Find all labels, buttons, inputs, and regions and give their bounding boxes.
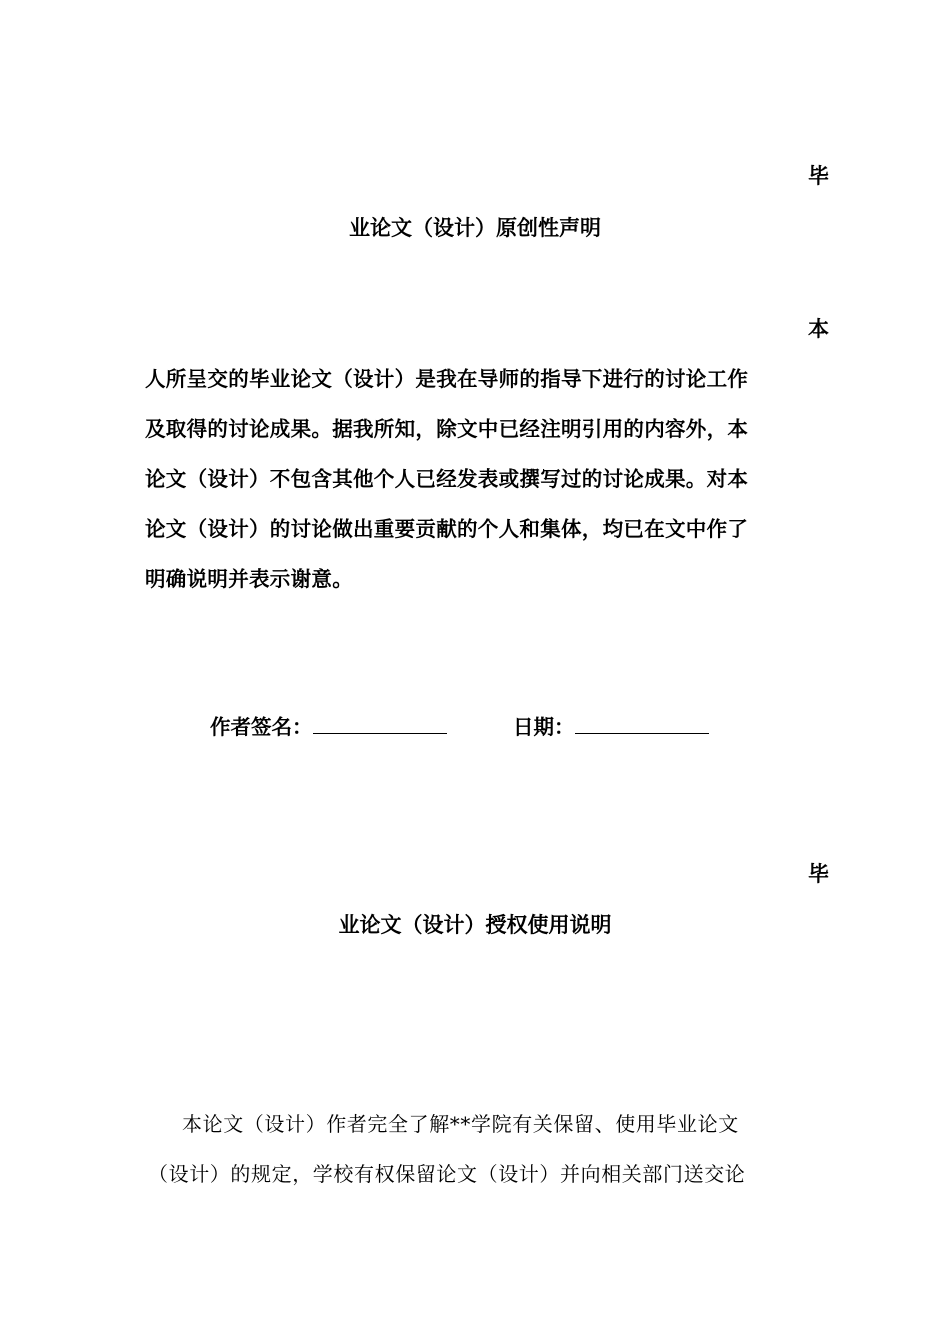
section1-paragraph-line: 人所呈交的毕业论文（设计）是我在导师的指导下进行的讨论工作 [145,367,749,391]
section2-paragraph-line: （设计）的规定，学校有权保留论文（设计）并向相关部门送交论 [148,1162,746,1186]
section2-paragraph-line: 本论文（设计）作者完全了解**学院有关保留、使用毕业论文 [182,1112,739,1136]
section1-paragraph-line: 及取得的讨论成果。据我所知，除文中已经注明引用的内容外，本 [145,417,749,441]
date-label: 日期： [513,715,575,739]
section2-lead-char: 毕 [808,861,829,886]
signature-blank-line[interactable] [313,715,447,734]
section1-title: 业论文（设计）原创性声明 [349,215,601,240]
signature-field [210,710,447,740]
section1-paragraph-lead-char: 本 [808,316,829,341]
section1-paragraph-line: 明确说明并表示谢意。 [145,567,353,591]
section1-paragraph-line: 论文（设计）的讨论做出重要贡献的个人和集体，均已在文中作了 [145,517,749,541]
date-field [513,710,709,740]
date-blank-line[interactable] [575,715,709,734]
signature-label: 作者签名： [210,715,313,739]
section2-title: 业论文（设计）授权使用说明 [338,912,612,937]
section1-lead-char: 毕 [808,163,829,188]
section1-paragraph-line: 论文（设计）不包含其他个人已经发表或撰写过的讨论成果。对本 [145,467,749,491]
